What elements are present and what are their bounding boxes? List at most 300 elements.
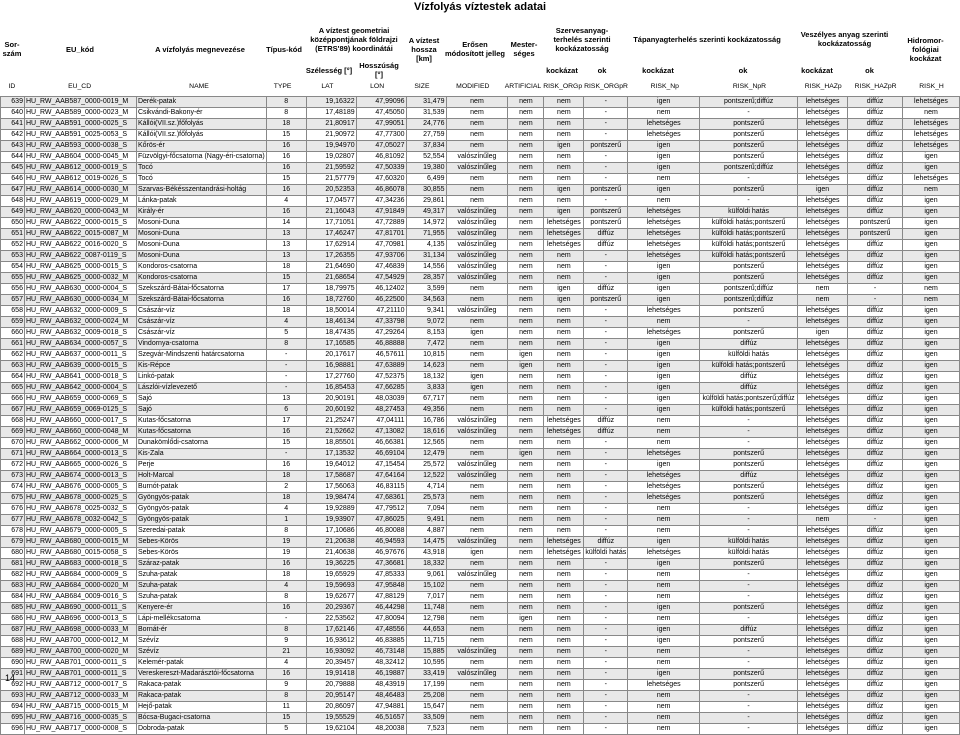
table-cell: nem: [508, 570, 544, 581]
table-cell: 694: [1, 702, 25, 713]
table-cell: -: [584, 438, 628, 449]
table-cell: 47,85333: [356, 570, 406, 581]
column-code: RISK_ORGp: [543, 83, 583, 90]
table-cell: -: [584, 724, 628, 735]
table-cell: nem: [508, 702, 544, 713]
table-cell: nem: [628, 438, 700, 449]
table-cell: Hejő-patak: [136, 702, 266, 713]
table-cell: 19,16322: [306, 97, 356, 108]
table-cell: pontszerű: [700, 262, 798, 273]
table-cell: diffúz: [848, 196, 903, 207]
table-cell: Perje: [136, 460, 266, 471]
table-cell: 21,52662: [306, 427, 356, 438]
table-cell: 10,815: [406, 350, 446, 361]
header-eu-kod: EU_kód: [66, 44, 94, 54]
header-tipus: Típus-kód: [266, 44, 302, 54]
header-szelesseg: Szélesség [°]: [305, 65, 353, 75]
table-cell: lehetséges: [798, 537, 848, 548]
table-cell: Szuha-patak: [136, 581, 266, 592]
table-cell: nem: [902, 284, 959, 295]
table-cell: igen: [902, 636, 959, 647]
table-cell: nem: [544, 174, 584, 185]
table-cell: 643: [1, 141, 25, 152]
table-cell: nem: [902, 185, 959, 196]
table-cell: 46,22500: [356, 295, 406, 306]
table-cell: -: [584, 152, 628, 163]
table-cell: -: [700, 196, 798, 207]
table-cell: lehetséges: [628, 306, 700, 317]
table-cell: -: [700, 724, 798, 735]
table-cell: 667: [1, 405, 25, 416]
table-cell: 18,85501: [306, 438, 356, 449]
table-cell: nem: [544, 163, 584, 174]
table-cell: lehetséges: [798, 119, 848, 130]
table-cell: HU_RW_AAB625_0000-0032_M: [24, 273, 136, 284]
table-cell: nem: [446, 592, 508, 603]
table-cell: diffúz: [848, 207, 903, 218]
table-cell: diffúz: [848, 251, 903, 262]
table-cell: -: [266, 350, 306, 361]
table-cell: nem: [508, 273, 544, 284]
table-cell: 17,27760: [306, 372, 356, 383]
table-cell: lehetséges: [628, 218, 700, 229]
table-cell: -: [584, 449, 628, 460]
table-row: [1, 328, 960, 339]
table-cell: nem: [628, 713, 700, 724]
table-cell: igen: [902, 548, 959, 559]
table-cell: -: [584, 581, 628, 592]
table-cell: 19,380: [406, 163, 446, 174]
table-cell: pontszerű: [584, 218, 628, 229]
table-cell: diffúz: [848, 405, 903, 416]
table-cell: 15: [266, 130, 306, 141]
table-cell: 17,26355: [306, 251, 356, 262]
table-row: [1, 449, 960, 460]
table-cell: lehetséges: [544, 427, 584, 438]
table-cell: lehetséges: [798, 581, 848, 592]
table-cell: igen: [902, 317, 959, 328]
table-cell: diffúz: [848, 339, 903, 350]
table-cell: nem: [544, 108, 584, 119]
table-cell: 16: [266, 152, 306, 163]
table-cell: 6,499: [406, 174, 446, 185]
header-hosszusag: Hosszúság [°]: [359, 61, 399, 79]
table-cell: diffúz: [848, 185, 903, 196]
table-cell: 47,05027: [356, 141, 406, 152]
table-cell: lehetséges: [798, 218, 848, 229]
table-cell: 47,86025: [356, 515, 406, 526]
table-cell: nem: [798, 295, 848, 306]
table-cell: -: [584, 460, 628, 471]
table-cell: diffúz: [848, 394, 903, 405]
table-cell: nem: [508, 383, 544, 394]
table-cell: 8: [266, 97, 306, 108]
table-cell: diffúz: [848, 141, 903, 152]
table-cell: 688: [1, 636, 25, 647]
table-cell: diffúz: [848, 306, 903, 317]
table-cell: 15: [266, 713, 306, 724]
table-cell: HU_RW_AAB622_0015-0087_M: [24, 229, 136, 240]
table-cell: nem: [544, 372, 584, 383]
table-cell: 47,68361: [356, 493, 406, 504]
table-cell: 48,03039: [356, 394, 406, 405]
table-cell: 46,83885: [356, 636, 406, 647]
table-cell: nem: [508, 262, 544, 273]
table-row: [1, 372, 960, 383]
table-cell: 24,776: [406, 119, 446, 130]
table-cell: 47,88129: [356, 592, 406, 603]
table-cell: 31,539: [406, 108, 446, 119]
table-cell: Dobroda-patak: [136, 724, 266, 735]
table-cell: igen: [902, 350, 959, 361]
table-cell: igen: [902, 207, 959, 218]
column-code: RISK_HAZp: [804, 83, 842, 90]
table-cell: nem: [446, 97, 508, 108]
table-cell: Tocó: [136, 174, 266, 185]
table-cell: igen: [902, 460, 959, 471]
table-cell: igen: [628, 185, 700, 196]
header-veszelyes-ok: ok: [865, 65, 874, 75]
table-cell: 666: [1, 394, 25, 405]
table-cell: -: [700, 658, 798, 669]
table-cell: 12,479: [406, 449, 446, 460]
table-cell: 20,39457: [306, 658, 356, 669]
table-cell: diffúz: [848, 350, 903, 361]
header-geo: A víztest geometriai középpontjának földrajzi (ETRS'89) koordinátái: [310, 25, 398, 53]
table-cell: diffúz: [700, 625, 798, 636]
table-cell: igen: [902, 713, 959, 724]
table-cell: igen: [628, 262, 700, 273]
table-cell: igen: [508, 449, 544, 460]
table-cell: lehetséges: [798, 482, 848, 493]
table-row: [1, 658, 960, 669]
header-veszelyes-kockazat: kockázat: [801, 65, 833, 75]
table-cell: 16: [266, 163, 306, 174]
table-cell: nem: [544, 691, 584, 702]
table-cell: igen: [902, 240, 959, 251]
table-cell: lehetséges: [628, 251, 700, 262]
table-cell: valószínűleg: [446, 251, 508, 262]
table-cell: nem: [544, 658, 584, 669]
table-cell: 669: [1, 427, 25, 438]
table-cell: -: [700, 592, 798, 603]
table-cell: igen: [902, 306, 959, 317]
table-cell: nem: [508, 680, 544, 691]
table-cell: lehetséges: [544, 416, 584, 427]
table-cell: 17,13532: [306, 449, 356, 460]
table-cell: diffúz: [848, 273, 903, 284]
header-tapanyag: Tápanyagterhelés szerinti kockázatosság: [633, 34, 781, 44]
table-cell: Csikvándi-Bakony-ér: [136, 108, 266, 119]
table-cell: igen: [446, 328, 508, 339]
table-cell: 19,92889: [306, 504, 356, 515]
table-cell: lehetséges: [798, 669, 848, 680]
table-cell: nem: [508, 394, 544, 405]
table-cell: diffúz: [848, 647, 903, 658]
table-cell: 670: [1, 438, 25, 449]
table-cell: 47,91849: [356, 207, 406, 218]
table-cell: -: [700, 713, 798, 724]
table-cell: diffúz: [584, 229, 628, 240]
table-cell: HU_RW_AAB678_0025-0032_S: [24, 504, 136, 515]
table-cell: 8: [266, 592, 306, 603]
header-veszelyes: Veszélyes anyag szerinti kockázatosság: [800, 30, 889, 48]
table-cell: nem: [544, 196, 584, 207]
table-cell: 47,70981: [356, 240, 406, 251]
table-cell: nem: [544, 449, 584, 460]
table-cell: HU_RW_AAB620_0000-0043_M: [24, 207, 136, 218]
table-cell: nem: [544, 383, 584, 394]
table-cell: 17,48189: [306, 108, 356, 119]
table-cell: 14: [266, 218, 306, 229]
table-cell: nem: [544, 394, 584, 405]
table-cell: 48,46483: [356, 691, 406, 702]
table-cell: 684: [1, 592, 25, 603]
table-cell: diffúz: [848, 559, 903, 570]
table-cell: 15,102: [406, 581, 446, 592]
table-row: [1, 196, 960, 207]
table-cell: lehetséges: [798, 449, 848, 460]
table-cell: külföldi hatás;pontszerű: [700, 240, 798, 251]
table-cell: igen: [628, 537, 700, 548]
table-cell: 677: [1, 515, 25, 526]
table-cell: diffúz: [848, 383, 903, 394]
table-cell: lehetséges: [628, 328, 700, 339]
column-code: ARTIFICIAL: [504, 83, 542, 90]
table-cell: 46,81092: [356, 152, 406, 163]
table-cell: igen: [544, 284, 584, 295]
table-row: [1, 669, 960, 680]
table-cell: nem: [544, 581, 584, 592]
table-cell: diffúz: [584, 537, 628, 548]
table-cell: igen: [902, 427, 959, 438]
table-cell: nem: [508, 174, 544, 185]
table-cell: igen: [902, 471, 959, 482]
table-cell: nem: [508, 295, 544, 306]
table-cell: 19: [266, 537, 306, 548]
table-cell: nem: [508, 163, 544, 174]
table-cell: Vereskereszt-Madarásztói-főcsatorna: [136, 669, 266, 680]
table-cell: 653: [1, 251, 25, 262]
header-szerves: Szervesanyag-terhelés szerinti kockázatosság: [553, 25, 611, 53]
table-cell: 13: [266, 229, 306, 240]
table-cell: igen: [508, 361, 544, 372]
table-cell: nem: [544, 625, 584, 636]
table-cell: lehetséges: [798, 251, 848, 262]
table-cell: 21,90972: [306, 130, 356, 141]
table-cell: nem: [544, 570, 584, 581]
table-cell: 17,46247: [306, 229, 356, 240]
table-cell: -: [584, 559, 628, 570]
table-cell: 9: [266, 636, 306, 647]
table-cell: 46,94593: [356, 537, 406, 548]
table-cell: Burnót-patak: [136, 482, 266, 493]
table-cell: 19,62104: [306, 724, 356, 735]
table-cell: 33,419: [406, 669, 446, 680]
table-cell: Király-ér: [136, 207, 266, 218]
table-cell: 20,60192: [306, 405, 356, 416]
table-cell: külföldi hatás: [584, 548, 628, 559]
table-cell: nem: [446, 130, 508, 141]
table-cell: 34,563: [406, 295, 446, 306]
table-cell: diffúz: [848, 691, 903, 702]
table-cell: nem: [508, 119, 544, 130]
table-cell: Kondoros-csatorna: [136, 262, 266, 273]
table-cell: nem: [446, 581, 508, 592]
table-row: [1, 592, 960, 603]
table-cell: igen: [798, 328, 848, 339]
table-cell: nem: [446, 504, 508, 515]
table-cell: lehetséges: [798, 713, 848, 724]
table-cell: diffúz: [848, 548, 903, 559]
table-cell: pontszerű: [584, 295, 628, 306]
table-cell: 17,16585: [306, 339, 356, 350]
table-cell: nem: [446, 295, 508, 306]
table-cell: HU_RW_AAB625_0000-0015_S: [24, 262, 136, 273]
table-cell: 21: [266, 647, 306, 658]
table-cell: -: [700, 581, 798, 592]
table-cell: nem: [628, 658, 700, 669]
table-cell: igen: [902, 559, 959, 570]
table-cell: nem: [628, 174, 700, 185]
table-cell: 17,10686: [306, 526, 356, 537]
table-row: [1, 548, 960, 559]
table-cell: Sebes-Körös: [136, 537, 266, 548]
table-cell: lehetséges: [798, 361, 848, 372]
table-cell: nem: [508, 284, 544, 295]
table-cell: nem: [446, 680, 508, 691]
table-cell: diffúz: [848, 504, 903, 515]
table-row: [1, 240, 960, 251]
table-cell: 19,94970: [306, 141, 356, 152]
table-cell: 21,57779: [306, 174, 356, 185]
table-cell: -: [584, 130, 628, 141]
table-cell: 17,04577: [306, 196, 356, 207]
table-cell: nem: [446, 449, 508, 460]
table-cell: 4,887: [406, 526, 446, 537]
table-cell: nem: [508, 625, 544, 636]
table-cell: nem: [544, 251, 584, 262]
table-cell: 668: [1, 416, 25, 427]
table-cell: lehetséges: [628, 449, 700, 460]
table-cell: pontszerű;diffúz: [700, 295, 798, 306]
table-cell: 48,20038: [356, 724, 406, 735]
table-cell: nem: [508, 207, 544, 218]
table-cell: 683: [1, 581, 25, 592]
table-cell: lehetséges: [798, 152, 848, 163]
table-row: [1, 416, 960, 427]
table-cell: lehetséges: [798, 416, 848, 427]
table-cell: HU_RW_AAB712_0000-0033_M: [24, 691, 136, 702]
table-cell: 645: [1, 163, 25, 174]
table-cell: igen: [902, 449, 959, 460]
table-cell: 651: [1, 229, 25, 240]
table-cell: igen: [902, 163, 959, 174]
table-cell: 47,29264: [356, 328, 406, 339]
table-cell: HU_RW_AAB684_0009-0016_S: [24, 592, 136, 603]
table-cell: lehetséges: [798, 273, 848, 284]
table-cell: nem: [544, 680, 584, 691]
table-cell: igen: [902, 691, 959, 702]
table-cell: 17,62914: [306, 240, 356, 251]
table-cell: -: [584, 97, 628, 108]
table-cell: valószínűleg: [446, 273, 508, 284]
table-cell: 17,199: [406, 680, 446, 691]
table-cell: lehetséges: [798, 229, 848, 240]
table-cell: -: [584, 570, 628, 581]
table-cell: 20,79888: [306, 680, 356, 691]
table-cell: HU_RW_AAB678_0000-0025_S: [24, 493, 136, 504]
table-cell: HU_RW_AAB700_0000-0020_M: [24, 647, 136, 658]
table-cell: -: [700, 647, 798, 658]
table-row: [1, 570, 960, 581]
table-cell: nem: [902, 108, 959, 119]
table-cell: -: [584, 482, 628, 493]
table-cell: 37,834: [406, 141, 446, 152]
table-cell: 47,72889: [356, 218, 406, 229]
table-cell: diffúz: [848, 493, 903, 504]
table-cell: nem: [508, 339, 544, 350]
table-cell: igen: [798, 185, 848, 196]
table-cell: 674: [1, 482, 25, 493]
table-cell: igen: [902, 196, 959, 207]
table-cell: 686: [1, 614, 25, 625]
table-cell: 49,356: [406, 405, 446, 416]
table-cell: Rakaca-patak: [136, 680, 266, 691]
table-cell: diffúz: [848, 163, 903, 174]
table-row: [1, 339, 960, 350]
column-code: LAT: [321, 83, 334, 90]
table-cell: 16: [266, 669, 306, 680]
table-cell: lehetséges: [798, 405, 848, 416]
table-cell: lehetséges: [798, 394, 848, 405]
table-cell: lehetséges: [798, 438, 848, 449]
column-code: NAME: [189, 83, 209, 90]
table-cell: -: [584, 196, 628, 207]
table-row: [1, 383, 960, 394]
table-cell: 18: [266, 262, 306, 273]
table-cell: Kelemér-patak: [136, 658, 266, 669]
table-cell: 7,094: [406, 504, 446, 515]
header-sorszam: Sor-szám: [2, 40, 22, 58]
table-cell: diffúz: [700, 339, 798, 350]
table-cell: 11,715: [406, 636, 446, 647]
header-tapanyag-kockazat: kockázat: [642, 65, 674, 75]
table-cell: 18,332: [406, 559, 446, 570]
table-cell: nem: [544, 460, 584, 471]
table-cell: nem: [446, 658, 508, 669]
table-cell: HU_RW_AAB684_0000-0020_M: [24, 581, 136, 592]
table-cell: 13: [266, 240, 306, 251]
table-cell: nem: [544, 328, 584, 339]
table-cell: nem: [628, 702, 700, 713]
table-cell: igen: [628, 141, 700, 152]
table-cell: diffúz: [848, 625, 903, 636]
table-cell: -: [584, 372, 628, 383]
table-cell: -: [584, 108, 628, 119]
table-cell: nem: [798, 284, 848, 295]
table-cell: pontszerű: [584, 207, 628, 218]
table-cell: külföldi hatás;pontszerű: [700, 361, 798, 372]
column-codes-row: [0, 81, 960, 92]
table-cell: -: [266, 614, 306, 625]
table-row: [1, 427, 960, 438]
table-cell: 31,134: [406, 251, 446, 262]
table-cell: -: [700, 317, 798, 328]
table-cell: nem: [508, 240, 544, 251]
table-cell: lehetséges: [798, 350, 848, 361]
table-cell: 21,20638: [306, 537, 356, 548]
